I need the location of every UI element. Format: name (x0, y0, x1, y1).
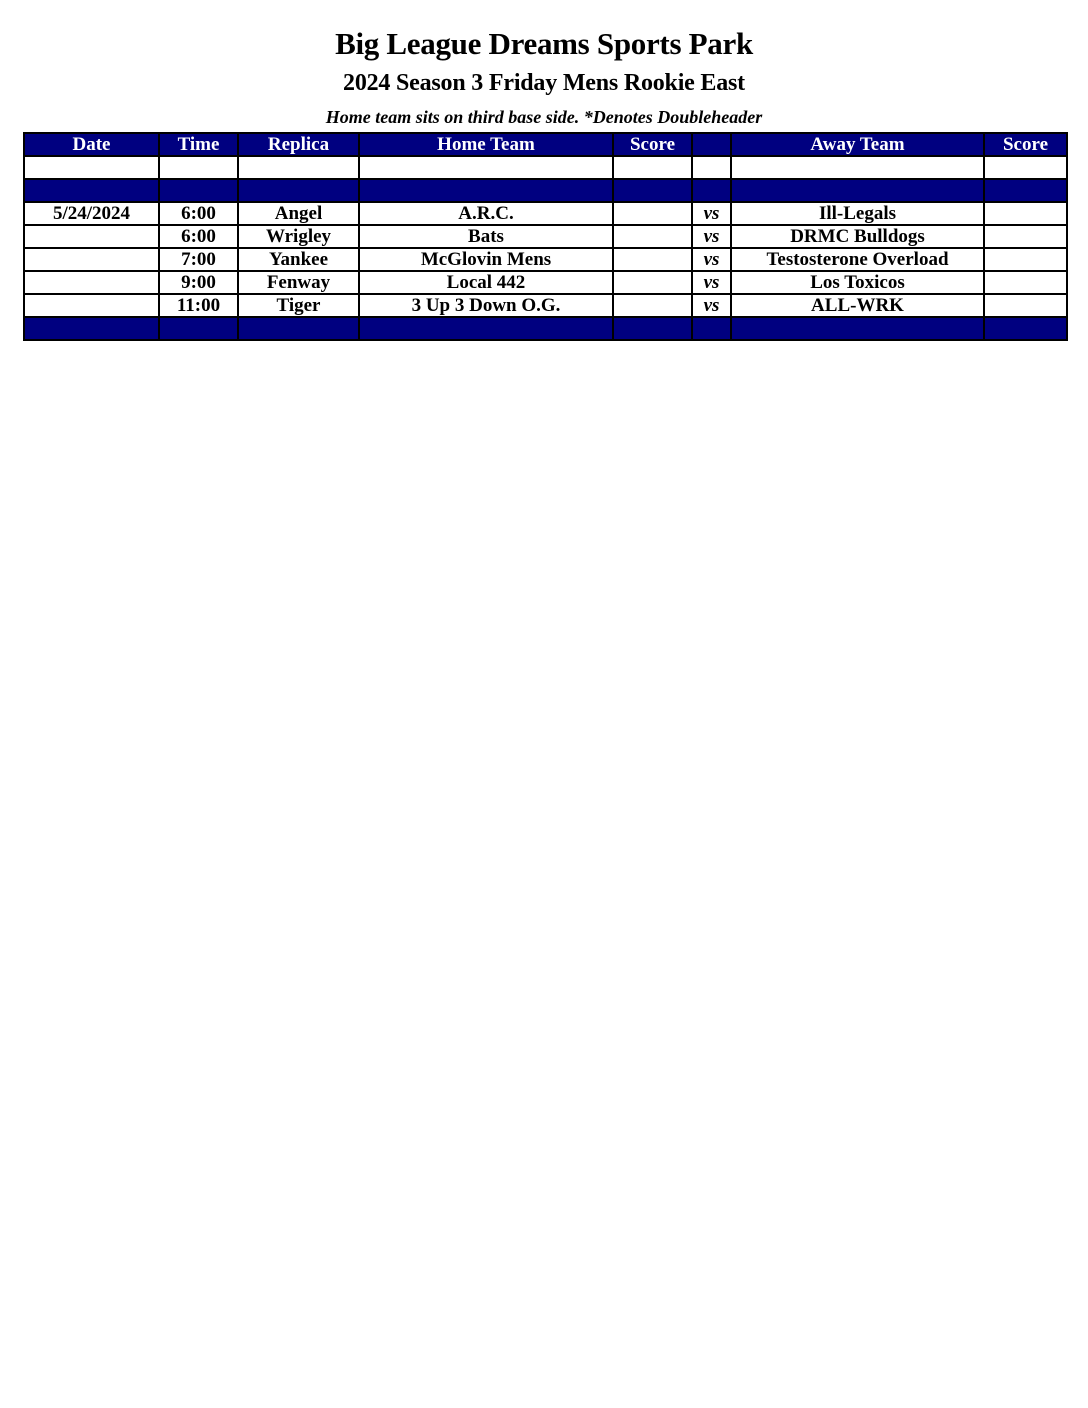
game-replica: Fenway (238, 271, 359, 294)
game-time: 7:00 (159, 248, 238, 271)
away-score (984, 271, 1067, 294)
column-header-vs (692, 133, 731, 156)
home-team: 3 Up 3 Down O.G. (359, 294, 613, 317)
away-team: Ill-Legals (731, 202, 984, 225)
game-time: 6:00 (159, 202, 238, 225)
away-score (984, 225, 1067, 248)
game-replica: Angel (238, 202, 359, 225)
vs-label: vs (692, 271, 731, 294)
table-row (24, 225, 1067, 248)
schedule-table (23, 132, 1068, 341)
away-team: DRMC Bulldogs (731, 225, 984, 248)
game-time: 6:00 (159, 225, 238, 248)
column-header-date: Date (24, 133, 159, 156)
table-row (24, 271, 1067, 294)
column-header-home-score: Score (613, 133, 692, 156)
home-score (613, 271, 692, 294)
vs-label: vs (692, 202, 731, 225)
game-date: 5/24/2024 (24, 202, 159, 225)
page-title: Big League Dreams Sports Park (335, 26, 753, 61)
away-score (984, 294, 1067, 317)
home-team: Local 442 (359, 271, 613, 294)
game-replica: Yankee (238, 248, 359, 271)
column-header-home-team: Home Team (359, 133, 613, 156)
home-score (613, 294, 692, 317)
table-header-row (24, 133, 1067, 156)
home-score (613, 202, 692, 225)
game-date (24, 294, 159, 317)
home-team: Bats (359, 225, 613, 248)
game-date (24, 248, 159, 271)
home-team: A.R.C. (359, 202, 613, 225)
game-time: 11:00 (159, 294, 238, 317)
home-score (613, 225, 692, 248)
away-team: Los Toxicos (731, 271, 984, 294)
column-header-replica: Replica (238, 133, 359, 156)
game-date (24, 271, 159, 294)
away-team: Testosterone Overload (731, 248, 984, 271)
game-time: 9:00 (159, 271, 238, 294)
home-score (613, 248, 692, 271)
away-team: ALL-WRK (731, 294, 984, 317)
vs-label: vs (692, 225, 731, 248)
game-replica: Tiger (238, 294, 359, 317)
schedule-note: Home team sits on third base side. *Denotes Doubleheader (325, 107, 763, 127)
vs-label: vs (692, 248, 731, 271)
game-date (24, 225, 159, 248)
away-score (984, 202, 1067, 225)
column-header-time: Time (159, 133, 238, 156)
game-replica: Wrigley (238, 225, 359, 248)
separator-band-row (24, 179, 1067, 202)
page-subtitle: 2024 Season 3 Friday Mens Rookie East (343, 70, 745, 96)
table-row (24, 202, 1067, 225)
away-score (984, 248, 1067, 271)
footer-band-row (24, 317, 1067, 340)
table-row (24, 294, 1067, 317)
column-header-away-score: Score (984, 133, 1067, 156)
empty-row (24, 156, 1067, 179)
vs-label: vs (692, 294, 731, 317)
home-team: McGlovin Mens (359, 248, 613, 271)
column-header-away-team: Away Team (731, 133, 984, 156)
table-row (24, 248, 1067, 271)
